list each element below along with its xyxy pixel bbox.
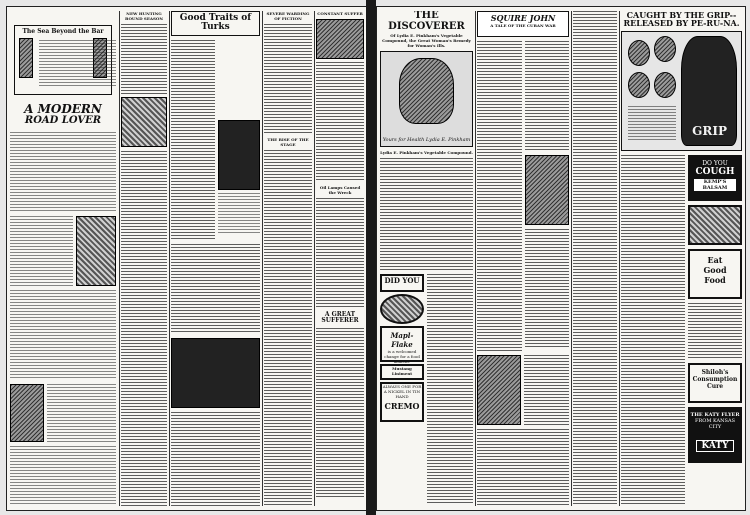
article-text bbox=[477, 41, 522, 351]
sketch-illustration bbox=[121, 97, 167, 147]
column-header: SEVERE WARDING OF FICTION bbox=[266, 11, 310, 21]
riders-illustration bbox=[477, 355, 521, 425]
katy-logo: KATY bbox=[696, 440, 734, 452]
good-text: Good bbox=[703, 264, 727, 275]
maple-flake-text: is a welcomed change for a food aliment. bbox=[384, 349, 420, 364]
cremo-head: ALWAYS ONE FOR A NICKEL IN TIN HAND bbox=[382, 384, 422, 399]
night-scene-illustration bbox=[171, 338, 260, 408]
caption-text bbox=[628, 106, 676, 142]
food-text: Food bbox=[704, 274, 726, 285]
maple-flake-logo: Mapl-Flake bbox=[390, 331, 414, 349]
article-text bbox=[10, 216, 73, 286]
story-title-line-1: A MODERN bbox=[24, 102, 102, 116]
shiloh-ad: Shiloh's Consumption Cure bbox=[688, 363, 742, 403]
article-text bbox=[171, 412, 260, 506]
did-you-ad: DID YOU bbox=[380, 274, 424, 292]
portrait-illustration bbox=[654, 36, 676, 62]
do-you-text: DO YOU bbox=[702, 159, 728, 167]
article-text bbox=[264, 150, 312, 506]
article-text bbox=[380, 158, 473, 270]
grip-label: GRIP bbox=[692, 123, 727, 138]
maple-flake-ad bbox=[380, 326, 424, 362]
turks-title: Good Traits of Turks bbox=[171, 11, 260, 36]
left-column-2 bbox=[121, 11, 167, 506]
left-column-4 bbox=[264, 11, 312, 506]
left-column-3 bbox=[171, 11, 260, 506]
portrait-illustration bbox=[628, 40, 650, 66]
article-text bbox=[121, 24, 167, 94]
article-text bbox=[218, 193, 260, 233]
tree-illustration bbox=[19, 38, 33, 78]
ad-headline: A GREAT SUFFERER bbox=[321, 311, 359, 325]
story-title-line-2: ROAD LOVER bbox=[24, 114, 102, 126]
article-text bbox=[316, 198, 364, 308]
article-text bbox=[10, 290, 116, 380]
page-gutter bbox=[366, 0, 376, 515]
portrait-illustration bbox=[628, 72, 650, 98]
lydia-headline: Lydia E. Pinkham's Vegetable Compound. bbox=[380, 150, 473, 155]
portrait-illustration bbox=[654, 72, 676, 98]
soldier-illustration bbox=[525, 155, 569, 225]
kemps-text: KEMP'S BALSAM bbox=[694, 179, 736, 191]
article-text bbox=[524, 355, 569, 425]
article-text bbox=[171, 244, 260, 334]
eat-text: Eat bbox=[707, 254, 723, 265]
katy-flyer-ad bbox=[688, 407, 742, 463]
cough-text: COUGH bbox=[695, 166, 735, 177]
column-header: NEW HUNTING BOUND SEASON bbox=[124, 11, 163, 21]
article-text bbox=[264, 24, 312, 134]
article-text bbox=[477, 429, 569, 505]
katy-title-1: THE KATY FLYER bbox=[690, 411, 740, 418]
article-text bbox=[10, 132, 116, 212]
seal-ad bbox=[380, 294, 424, 324]
right-page bbox=[376, 6, 746, 511]
article-text bbox=[316, 328, 364, 498]
column-rule bbox=[619, 11, 620, 506]
poem-box-title: The Sea Beyond the Bar bbox=[22, 28, 104, 35]
column-rule bbox=[314, 11, 315, 506]
article-text bbox=[121, 151, 167, 506]
discoverer-subtitle: Of Lydia E. Pinkham's Vegetable Compound, the Great Woman's Remedy for Woman's Ills. bbox=[382, 33, 471, 48]
discoverer-column bbox=[380, 11, 473, 506]
eat-good-food-ad bbox=[688, 249, 742, 299]
column-rule bbox=[262, 11, 263, 506]
portrait-frame bbox=[380, 51, 473, 147]
narrow-column bbox=[573, 11, 617, 506]
article-text bbox=[171, 40, 215, 240]
portrait-illustration bbox=[399, 58, 454, 124]
column-rule bbox=[475, 11, 476, 506]
cremo-logo: CREMO bbox=[384, 401, 420, 411]
left-page bbox=[6, 6, 368, 511]
story-logo: SQUIRE JOHN bbox=[490, 13, 556, 23]
poem-box bbox=[14, 25, 112, 95]
story-subtitle: A TALE OF THE CUBAN WAR bbox=[490, 23, 556, 29]
man-illustration bbox=[10, 384, 44, 442]
article-text bbox=[47, 384, 116, 442]
peruna-column bbox=[621, 11, 742, 506]
article-text bbox=[573, 11, 617, 506]
column-header: CONSTANT SUFFER bbox=[317, 11, 363, 16]
article-text bbox=[10, 446, 116, 506]
product-ad bbox=[688, 205, 742, 245]
grip-title-line-2: RELEASED BY PE-RU-NA. bbox=[623, 18, 740, 29]
couple-illustration bbox=[76, 216, 116, 286]
story-masthead bbox=[477, 11, 569, 37]
story-column bbox=[477, 11, 569, 506]
figure-illustration bbox=[316, 19, 364, 59]
section-head: Oil Lamps Caused the Wreck bbox=[319, 185, 361, 195]
article-text bbox=[525, 41, 569, 151]
dark-illustration bbox=[218, 120, 260, 190]
poem-text bbox=[39, 40, 116, 88]
grip-title-line-1: CAUGHT BY THE GRIP-- bbox=[626, 11, 737, 20]
article-text bbox=[427, 274, 473, 504]
katy-title-2: FROM KANSAS CITY bbox=[694, 417, 736, 430]
discoverer-title: THE DISCOVERER bbox=[388, 11, 465, 32]
column-rule bbox=[571, 11, 572, 506]
left-column-5 bbox=[316, 11, 364, 506]
column-rule bbox=[169, 11, 170, 506]
kemps-balsam-ad bbox=[688, 155, 742, 201]
article-text bbox=[621, 155, 685, 506]
article-text bbox=[316, 62, 364, 182]
cremo-ad bbox=[380, 382, 424, 422]
column-rule bbox=[119, 11, 120, 506]
article-text bbox=[525, 229, 569, 349]
article-text bbox=[688, 303, 742, 359]
left-column-1 bbox=[10, 11, 116, 506]
portrait-caption: Yours for Health Lydia E. Pinkham bbox=[382, 137, 471, 143]
mustang-liniment-ad: Mustang Liniment bbox=[380, 364, 424, 380]
section-head: THE RISE OF THE STAGE bbox=[267, 137, 309, 147]
grip-illustration-frame bbox=[621, 31, 742, 151]
